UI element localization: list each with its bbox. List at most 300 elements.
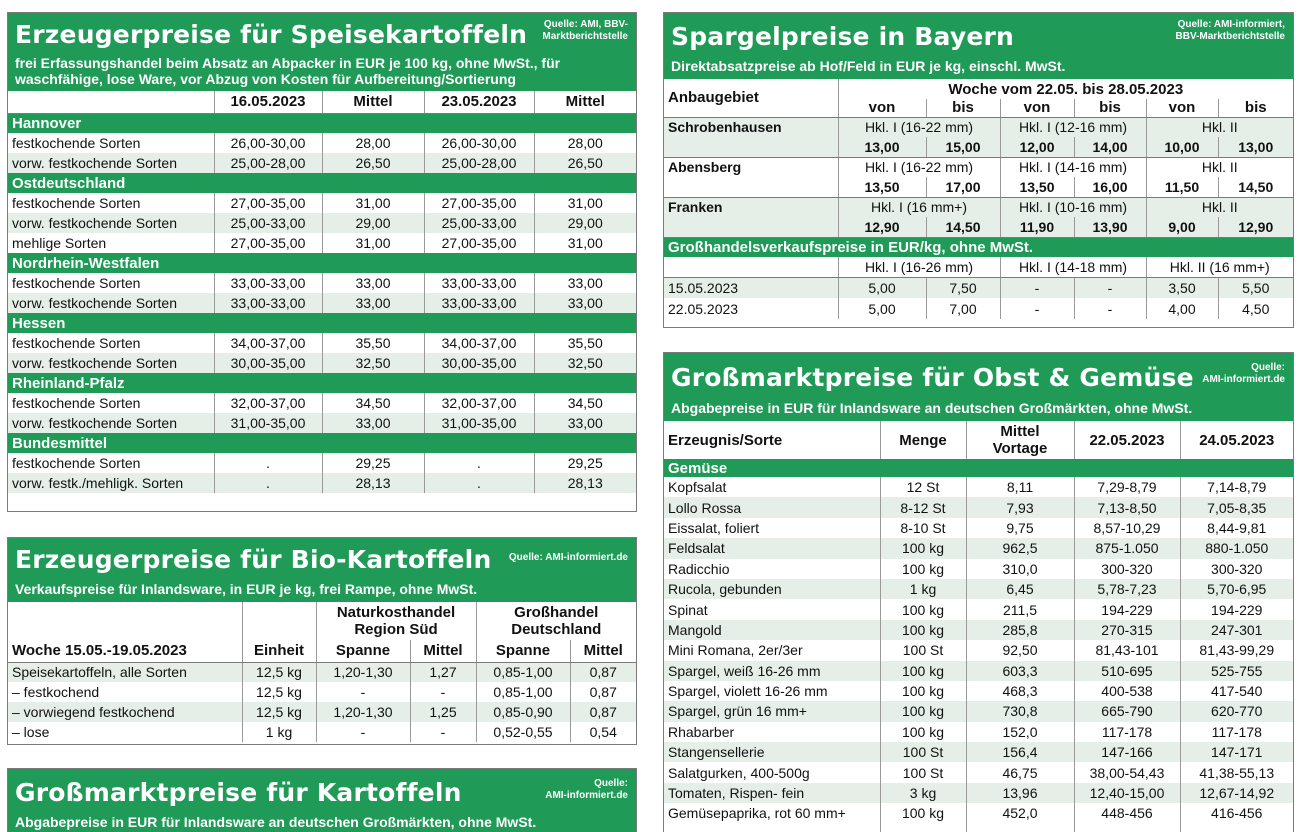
source-note: Quelle: AMI-informiert.de — [1202, 362, 1285, 385]
table-cell: 147-166 — [1074, 742, 1180, 762]
table-row — [664, 538, 1293, 558]
table-cell: 27,00-35,00 — [214, 193, 322, 213]
panel-subtitle: Direktabsatzpreise ab Hof/Feld in EUR je kg, einschl. MwSt. — [664, 55, 1293, 79]
table-cell: 1,25 — [410, 702, 476, 722]
table-cell: Gemüsepaprika, rot 60 mm+ — [668, 805, 846, 822]
source-note: Quelle: AMI-informiert.de — [508, 552, 628, 563]
group-row — [8, 253, 636, 273]
table-cell: Rucola, gebunden — [664, 579, 880, 599]
table-row — [664, 497, 1293, 517]
price-value: 15,00 — [926, 137, 1000, 157]
table-cell: 117-178 — [1180, 722, 1293, 742]
table-cell: 32,00-37,00 — [424, 393, 534, 413]
table-cell: 300-320 — [1180, 559, 1293, 579]
table-cell: - — [1074, 277, 1146, 298]
panel-header — [8, 769, 636, 811]
area-row — [664, 117, 1293, 137]
table-cell: 5,00 — [838, 277, 926, 298]
col-anbaugebiet: Anbaugebiet — [664, 79, 838, 117]
table-row — [664, 762, 1293, 782]
area-values-row — [664, 217, 1293, 237]
table-cell: 31,00 — [534, 233, 636, 253]
table-cell: 33,00-33,00 — [424, 273, 534, 293]
table-cell: 603,3 — [966, 661, 1074, 681]
table-cell: 416-456 — [1180, 803, 1293, 823]
table-cell: Radicchio — [668, 560, 730, 577]
table-row — [8, 333, 636, 353]
table-cell: 81,43-99,29 — [1180, 640, 1293, 660]
table-cell: 117-178 — [1074, 722, 1180, 742]
table-cell: 12 St — [880, 477, 966, 497]
table-cell: 35,50 — [534, 333, 636, 353]
table-cell: 5,78-7,23 — [1074, 579, 1180, 599]
table-cell: 1,27 — [410, 662, 476, 682]
table-cell: 452,0 — [966, 803, 1074, 823]
wholesale-class-label: Hkl. II (16 mm+) — [1146, 257, 1293, 277]
area-spacer — [664, 177, 838, 197]
panel-header — [664, 353, 1293, 397]
table-cell: 26,50 — [322, 153, 424, 173]
table-cell: 4,50 — [1218, 298, 1293, 319]
table-row — [664, 701, 1293, 721]
table-cell: 31,00 — [534, 193, 636, 213]
table-cell: Salatgurken, 400-500g — [668, 764, 810, 781]
group-naturkosthandel: Naturkosthandel Region Süd — [316, 602, 476, 640]
table-cell: Speisekartoffeln, alle Sorten — [8, 662, 242, 682]
table-cell: 33,00 — [322, 273, 424, 293]
table-cell: 34,50 — [322, 393, 424, 413]
table-cell: 12,5 kg — [242, 682, 316, 702]
table-cell: 100 St — [880, 742, 966, 762]
table-cell: 211,5 — [966, 599, 1074, 619]
table-cell: 15.05.2023 — [664, 277, 838, 298]
table-cell: 300-320 — [1074, 559, 1180, 579]
table-row — [8, 233, 636, 253]
column-header-row — [8, 640, 636, 662]
group-name: Rheinland-Pfalz — [8, 373, 636, 393]
table-cell: 7,50 — [926, 277, 1000, 298]
table-cell: - — [1000, 277, 1074, 298]
table-row — [8, 722, 636, 742]
table-cell: 8-10 St — [880, 518, 966, 538]
column-header: 23.05.2023 — [424, 91, 534, 113]
table-cell: 33,00 — [322, 413, 424, 433]
group-row — [8, 433, 636, 453]
column-header: Spanne — [476, 640, 570, 662]
group-row — [8, 173, 636, 193]
table-cell: 12,40-15,00 — [1074, 783, 1180, 803]
table-cell: 100 kg — [880, 538, 966, 558]
table-cell: 28,13 — [322, 473, 424, 493]
table-cell: 31,00 — [322, 233, 424, 253]
class-label: Hkl. I (16-22 mm) — [838, 117, 1000, 137]
table-row — [664, 518, 1293, 538]
column-header: Mittel — [410, 640, 476, 662]
table-cell: vorw. festkochende Sorten — [8, 213, 214, 233]
speisekartoffeln-table — [8, 91, 636, 493]
group-gemuese: Gemüse — [664, 459, 1293, 477]
table-cell: 7,93 — [966, 497, 1074, 517]
table-row — [8, 413, 636, 433]
class-label: Hkl. I (14-16 mm) — [1000, 157, 1146, 177]
wholesale-row — [664, 277, 1293, 298]
bis-label: bis — [926, 99, 1000, 117]
panel-subtitle: Abgabepreise in EUR für Inlandsware an deutschen Großmärkten, ohne MwSt. — [8, 811, 636, 832]
table-cell: 270-315 — [1074, 620, 1180, 640]
table-cell: 100 kg — [880, 803, 966, 823]
table-cell: 29,25 — [322, 453, 424, 473]
table-cell: 33,00-33,00 — [424, 293, 534, 313]
group-grosshandel: Großhandel Deutschland — [476, 602, 636, 640]
table-cell: 33,00 — [534, 293, 636, 313]
table-row — [664, 579, 1293, 599]
area-values-row — [664, 137, 1293, 157]
panel-speisekartoffeln — [7, 12, 637, 512]
table-cell: Feldsalat — [664, 538, 880, 558]
table-cell: 100 kg — [880, 559, 966, 579]
price-value: 14,50 — [926, 217, 1000, 237]
table-row — [8, 133, 636, 153]
price-value: 12,00 — [1000, 137, 1074, 157]
table-cell: festkochende Sorten — [12, 455, 141, 471]
table-cell: Spargel, grün 16 mm+ — [664, 701, 880, 721]
table-cell: 5,70-6,95 — [1180, 579, 1293, 599]
table-cell: Rhabarber — [668, 723, 735, 740]
table-cell: 25,00-28,00 — [424, 153, 534, 173]
table-cell: Lollo Rossa — [664, 497, 880, 517]
table-cell: 5,50 — [1218, 277, 1293, 298]
table-cell: – festkochend — [12, 684, 100, 700]
table-cell: mehlige Sorten — [12, 235, 107, 251]
class-label: Hkl. I (16-22 mm) — [838, 157, 1000, 177]
table-cell: 32,50 — [322, 353, 424, 373]
group-name: Bundesmittel — [8, 433, 636, 453]
table-cell: 620-770 — [1180, 701, 1293, 721]
class-label: Hkl. II — [1146, 157, 1293, 177]
table-cell: 5,00 — [838, 298, 926, 319]
table-cell: 81,43-101 — [1074, 640, 1180, 660]
column-header: Einheit — [242, 640, 316, 662]
table-cell: 0,54 — [570, 722, 636, 742]
table-cell: 32,00-37,00 — [214, 393, 322, 413]
panel-header — [8, 538, 636, 578]
table-cell: 34,00-37,00 — [214, 333, 322, 353]
table-cell: - — [316, 722, 410, 742]
group-row — [8, 113, 636, 133]
table-cell: 1,20-1,30 — [316, 702, 410, 722]
table-cell: 25,00-28,00 — [214, 153, 322, 173]
table-cell: 29,25 — [534, 453, 636, 473]
table-row — [8, 273, 636, 293]
table-cell: 33,00-33,00 — [214, 273, 322, 293]
column-header: Mittel — [534, 91, 636, 113]
wholesale-class-label: Hkl. I (14-18 mm) — [1000, 257, 1146, 277]
von-label: von — [838, 99, 926, 117]
table-cell: 8,11 — [966, 477, 1074, 497]
table-cell: 31,00-35,00 — [214, 413, 322, 433]
table-cell: – lose — [12, 724, 50, 740]
table-cell: 730,8 — [966, 701, 1074, 721]
table-cell: 9,75 — [966, 518, 1074, 538]
table-row — [8, 682, 636, 702]
table-cell: 100 kg — [880, 701, 966, 721]
table-cell: 468,3 — [966, 681, 1074, 701]
table-cell: 147-171 — [1180, 742, 1293, 762]
table-cell: . — [214, 453, 322, 473]
table-cell: festkochende Sorten — [12, 275, 141, 291]
column-header: Mittel — [570, 640, 636, 662]
table-cell: Spargel, weiß 16-26 mm — [664, 661, 880, 681]
table-cell: 7,14-8,79 — [1180, 477, 1293, 497]
price-value: 12,90 — [838, 217, 926, 237]
wholesale-title: Großhandelsverkaufspreise in EUR/kg, ohne MwSt. — [664, 237, 1293, 257]
price-value: 13,50 — [838, 177, 926, 197]
table-cell: 30,00-35,00 — [214, 353, 322, 373]
table-cell: 0,87 — [570, 702, 636, 722]
price-value: 14,00 — [1074, 137, 1146, 157]
table-cell: - — [1074, 298, 1146, 319]
table-cell: 29,00 — [534, 213, 636, 233]
table-cell: - — [410, 722, 476, 742]
table-cell: 0,87 — [570, 682, 636, 702]
price-value: 9,00 — [1146, 217, 1218, 237]
price-value: 13,00 — [838, 137, 926, 157]
table-cell: 525-755 — [1180, 661, 1293, 681]
table-row — [8, 213, 636, 233]
table-cell: 0,85-1,00 — [476, 662, 570, 682]
bis-label: bis — [1218, 99, 1293, 117]
table-cell: Kopfsalat — [668, 479, 727, 496]
bis-label: bis — [1074, 99, 1146, 117]
price-value: 10,00 — [1146, 137, 1218, 157]
table-cell: 7,13-8,50 — [1074, 497, 1180, 517]
panel-subtitle: Verkaufspreise für Inlandsware, in EUR je kg, frei Rampe, ohne MwSt. — [8, 578, 636, 602]
table-cell: Mini Romana, 2er/3er — [668, 642, 803, 659]
group-row — [8, 373, 636, 393]
table-row — [664, 722, 1293, 742]
table-cell: 7,29-8,79 — [1074, 477, 1180, 497]
column-header: 22.05.2023 — [1074, 421, 1180, 459]
table-cell: festkochende Sorten — [12, 195, 141, 211]
table-cell: 3 kg — [880, 783, 966, 803]
class-label: Hkl. I (10-16 mm) — [1000, 197, 1146, 217]
table-row — [8, 153, 636, 173]
table-cell: festkochende Sorten — [12, 395, 141, 411]
table-cell: 152,0 — [966, 722, 1074, 742]
group-name: Nordrhein-Westfalen — [8, 253, 636, 273]
table-cell: 34,50 — [534, 393, 636, 413]
table-cell: 6,45 — [966, 579, 1074, 599]
column-header: Woche 15.05.-19.05.2023 — [8, 640, 242, 662]
price-value: 11,50 — [1146, 177, 1218, 197]
group-name: Hannover — [8, 113, 636, 133]
table-cell: 31,00-35,00 — [424, 413, 534, 433]
table-cell: 285,8 — [966, 620, 1074, 640]
table-cell: 100 St — [880, 640, 966, 660]
area-name: Schrobenhausen — [664, 117, 838, 137]
table-row — [664, 742, 1293, 762]
column-header: Erzeugnis/Sorte — [668, 431, 783, 449]
table-row — [8, 702, 636, 722]
table-cell: 25,00-33,00 — [424, 213, 534, 233]
table-row — [664, 559, 1293, 579]
table-cell: . — [424, 453, 534, 473]
table-cell: 8,57-10,29 — [1074, 518, 1180, 538]
table-row — [664, 599, 1293, 619]
column-header: Mittel Vortage — [966, 421, 1074, 459]
spargel-table — [664, 79, 1293, 319]
table-row — [664, 477, 1293, 497]
price-value: 12,90 — [1218, 217, 1293, 237]
table-cell: 26,00-30,00 — [214, 133, 322, 153]
table-cell: Mangold — [664, 620, 880, 640]
column-header: 24.05.2023 — [1180, 421, 1293, 459]
group-name: Hessen — [8, 313, 636, 333]
table-cell: 0,87 — [570, 662, 636, 682]
column-header — [8, 91, 214, 113]
price-value: 17,00 — [926, 177, 1000, 197]
area-name: Franken — [664, 197, 838, 217]
column-header: 16.05.2023 — [214, 91, 322, 113]
table-cell: 194-229 — [1074, 599, 1180, 619]
table-cell: Spinat — [668, 601, 708, 618]
class-label: Hkl. II — [1146, 117, 1293, 137]
column-header: Mittel — [322, 91, 424, 113]
table-cell: 156,4 — [966, 742, 1074, 762]
table-cell: 30,00-35,00 — [424, 353, 534, 373]
table-cell: 13,96 — [966, 783, 1074, 803]
table-cell: 0,52-0,55 — [476, 722, 570, 742]
table-cell: 29,00 — [322, 213, 424, 233]
table-cell: - — [316, 682, 410, 702]
wholesale-class-label: Hkl. I (16-26 mm) — [838, 257, 1000, 277]
table-cell: 100 St — [880, 762, 966, 782]
table-cell: 22.05.2023 — [668, 300, 739, 317]
table-cell: vorw. festkochende Sorten — [8, 293, 214, 313]
price-value: 16,00 — [1074, 177, 1146, 197]
table-cell: 12,67-14,92 — [1180, 783, 1293, 803]
table-cell: 100 kg — [880, 722, 966, 742]
table-cell: 8,44-9,81 — [1180, 518, 1293, 538]
table-cell: – vorwiegend festkochend — [8, 702, 242, 722]
table-cell: 100 kg — [880, 681, 966, 701]
table-cell: 875-1.050 — [1074, 538, 1180, 558]
class-label: Hkl. I (12-16 mm) — [1000, 117, 1146, 137]
table-row — [8, 353, 636, 373]
table-cell: 12,5 kg — [242, 702, 316, 722]
class-label: Hkl. I (16 mm+) — [838, 197, 1000, 217]
table-cell: 3,50 — [1146, 277, 1218, 298]
table-row — [8, 193, 636, 213]
panel-title: Großmarktpreise für Obst & Gemüse — [671, 363, 1194, 392]
table-cell: festkochende Sorten — [12, 335, 141, 351]
table-cell: 1,20-1,30 — [316, 662, 410, 682]
table-row — [664, 640, 1293, 660]
price-value: 13,00 — [1218, 137, 1293, 157]
table-cell: 4,00 — [1146, 298, 1218, 319]
area-row — [664, 157, 1293, 177]
area-spacer — [664, 137, 838, 157]
table-cell: 26,00-30,00 — [424, 133, 534, 153]
class-label: Hkl. II — [1146, 197, 1293, 217]
von-label: von — [1000, 99, 1074, 117]
table-cell: 1 kg — [880, 579, 966, 599]
table-cell: 31,00 — [322, 193, 424, 213]
panel-title: Großmarktpreise für Kartoffeln — [15, 778, 462, 807]
bio-kartoffeln-table — [8, 602, 636, 742]
table-cell: vorw. festkochende Sorten — [8, 353, 214, 373]
table-cell: Tomaten, Rispen- fein — [664, 783, 880, 803]
table-cell: 8-12 St — [880, 497, 966, 517]
table-cell: 33,00 — [322, 293, 424, 313]
table-cell: 510-695 — [1074, 661, 1180, 681]
area-name: Abensberg — [668, 159, 742, 176]
table-cell: 310,0 — [966, 559, 1074, 579]
table-cell: Eissalat, foliert — [668, 519, 760, 536]
table-cell: . — [214, 473, 322, 493]
panel-header — [664, 13, 1293, 55]
table-cell: 400-538 — [1074, 681, 1180, 701]
price-value: 13,50 — [1000, 177, 1074, 197]
panel-title: Erzeugerpreise für Speisekartoffeln — [15, 20, 528, 49]
table-cell: 27,00-35,00 — [424, 233, 534, 253]
table-cell: 100 kg — [880, 661, 966, 681]
table-row — [8, 393, 636, 413]
table-cell: 880-1.050 — [1180, 538, 1293, 558]
table-cell: 7,00 — [926, 298, 1000, 319]
table-cell: 92,50 — [966, 640, 1074, 660]
table-cell: 33,00 — [534, 273, 636, 293]
table-cell: Spargel, violett 16-26 mm — [668, 683, 828, 700]
table-cell: 41,38-55,13 — [1180, 762, 1293, 782]
source-note: Quelle: AMI, BBV- Marktberichtstelle — [542, 19, 628, 42]
von-label: von — [1146, 99, 1218, 117]
table-cell: - — [1000, 298, 1074, 319]
table-cell: 38,00-54,43 — [1074, 762, 1180, 782]
table-cell: 100 kg — [880, 620, 966, 640]
panel-grossmarkt-kartoffeln — [7, 768, 637, 832]
column-header: Spanne — [316, 640, 410, 662]
table-cell: 12,5 kg — [242, 662, 316, 682]
table-cell: vorw. festk./mehligk. Sorten — [8, 473, 214, 493]
table-cell: 247-301 — [1180, 620, 1293, 640]
table-row — [8, 453, 636, 473]
price-value: 11,90 — [1000, 217, 1074, 237]
table-cell: 100 kg — [880, 599, 966, 619]
panel-subtitle: frei Erfassungshandel beim Absatz an Abpacker in EUR je 100 kg, ohne MwSt., für waschfähige, lose Ware, vor Abzug von Kosten für Aufbereitung/Sortierung — [8, 53, 636, 91]
table-cell: 665-790 — [1074, 701, 1180, 721]
table-row — [664, 681, 1293, 701]
area-values-row — [664, 177, 1293, 197]
table-row — [664, 803, 1293, 823]
table-cell: 448-456 — [1074, 803, 1180, 823]
table-cell: 46,75 — [966, 762, 1074, 782]
table-cell: 0,85-0,90 — [476, 702, 570, 722]
panel-subtitle: Abgabepreise in EUR für Inlandsware an deutschen Großmärkten, ohne MwSt. — [664, 397, 1293, 421]
table-cell: 28,00 — [322, 133, 424, 153]
table-cell: 33,00-33,00 — [214, 293, 322, 313]
table-row — [664, 783, 1293, 803]
area-spacer — [664, 217, 838, 237]
table-cell: 27,00-35,00 — [424, 193, 534, 213]
table-cell: 962,5 — [966, 538, 1074, 558]
table-cell: vorw. festkochende Sorten — [8, 153, 214, 173]
table-row — [664, 620, 1293, 640]
panel-title: Spargelpreise in Bayern — [671, 22, 1015, 51]
table-cell: 194-229 — [1180, 599, 1293, 619]
table-cell: - — [410, 682, 476, 702]
panel-spargelpreise — [663, 12, 1294, 328]
